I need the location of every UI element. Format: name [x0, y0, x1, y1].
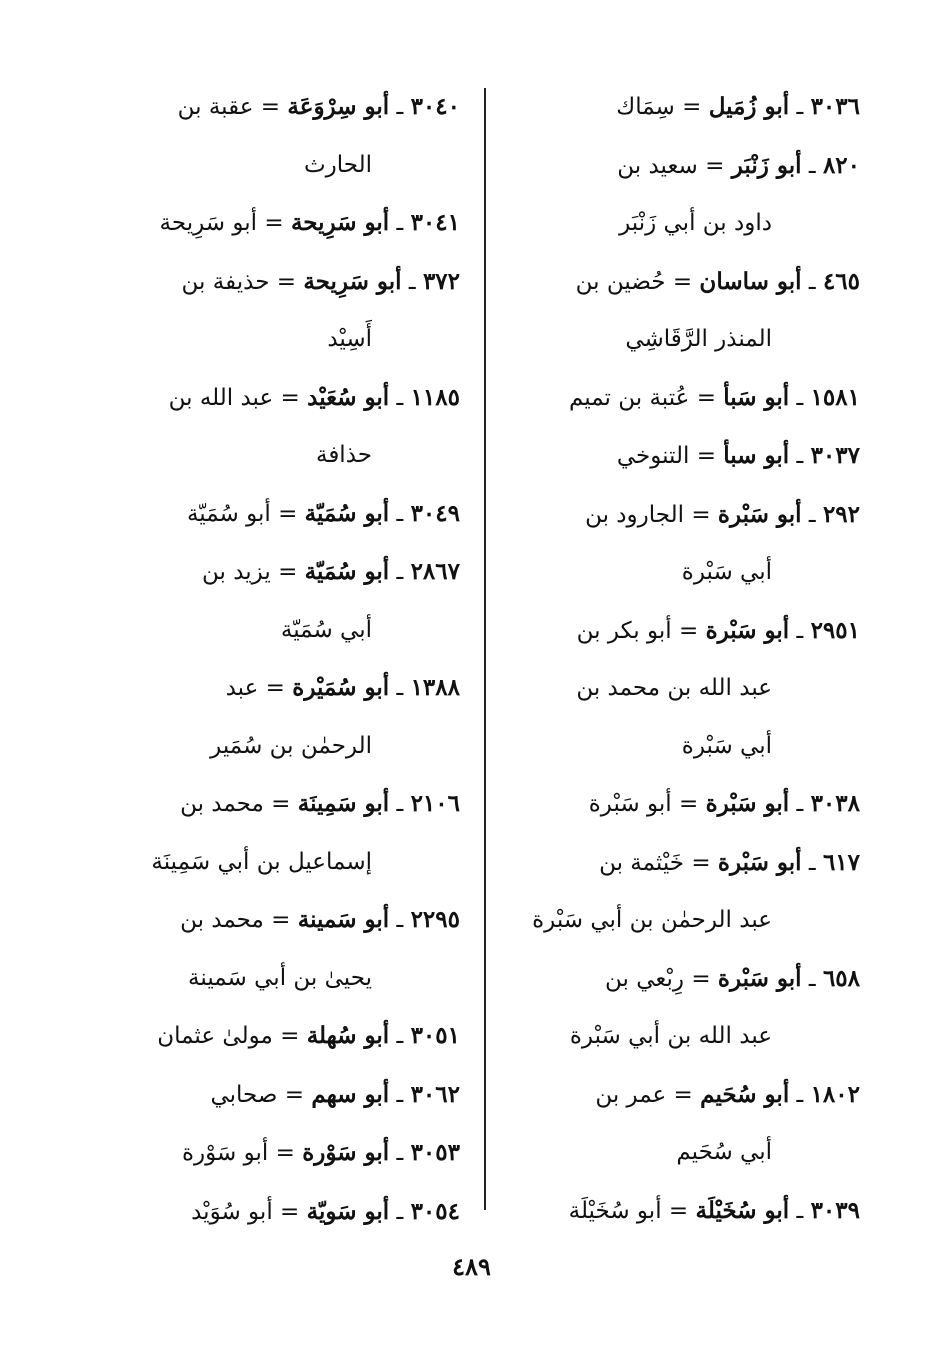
entry-continuation: داود بن أبي زَنْبَر [619, 210, 772, 236]
entry-continuation: عبد الرحمٰن بن أبي سَبْرة [532, 907, 772, 933]
entry-kunya: أبو سُعَيْد [307, 383, 390, 411]
entry-number: ٣٠٤٠ [410, 93, 460, 120]
entry-first-line: ٣٧٢ ـ أبو سَرِيحة = حذيفة بن [181, 267, 460, 295]
entry-number: ٣٠٦٢ [410, 1080, 460, 1108]
entry-continuation: عبد الله بن أبي سَبْرة [569, 1023, 772, 1049]
entry-name: عبد [225, 675, 259, 701]
entry-number: ٢٨٦٧ [410, 558, 460, 585]
index-entry [508, 602, 860, 776]
entry-continuation: حذافة [315, 442, 372, 468]
index-entry [508, 1182, 860, 1241]
index-entry [508, 486, 860, 602]
index-entry [108, 1007, 460, 1066]
entry-first-line: ٣٠٤٩ ـ أبو سُمَيّة = أبو سُمَيّة [186, 499, 460, 527]
entry-number: ١١٨٥ [410, 383, 460, 411]
index-entry [508, 427, 860, 486]
entry-number: ٣٠٥٤ [410, 1197, 460, 1225]
entry-number: ٣٠٣٧ [810, 442, 860, 469]
index-entry [108, 1066, 460, 1125]
entry-first-line: ٢٢٩٥ ـ أبو سَمينة = محمد بن [180, 906, 460, 933]
entry-kunya: أبو زَنْبَر [731, 151, 802, 179]
entry-continuation: يحيىٰ بن أبي سَمينة [188, 964, 372, 991]
index-entry [508, 78, 860, 137]
entry-first-line: ٣٠٤٠ ـ أبو سِرْوَعَة = عقبة بن [177, 93, 460, 120]
entry-first-line: ١١٨٥ ـ أبو سُعَيْد = عبد الله بن [168, 383, 460, 411]
entry-number: ١٥٨١ [810, 383, 860, 411]
entry-number: ٣٠٤٩ [410, 499, 460, 527]
entry-name: حذيفة بن [181, 268, 270, 295]
entry-kunya: أبو سَوْرة [302, 1139, 390, 1166]
entry-number: ٣٠٣٩ [810, 1196, 860, 1224]
entry-number: ٦٥٨ [822, 964, 860, 992]
entry-number: ٣٠٣٨ [810, 790, 860, 817]
entry-name: صحابي [210, 1081, 278, 1108]
index-entry [108, 369, 460, 485]
entry-continuation: الحارث [303, 151, 372, 178]
index-entry [108, 775, 460, 891]
entry-continuation: إسماعيل بن أبي سَمِينَة [151, 848, 372, 875]
entry-continuation: الرحمٰن بن سُمَير [210, 732, 372, 759]
entry-name: أبو سُمَيّة [186, 500, 271, 527]
index-column-left [108, 78, 460, 1241]
index-entry [108, 543, 460, 659]
column-divider [484, 88, 486, 1210]
entry-name: عقبة بن [177, 94, 254, 120]
entry-kunya: أبو سُخَيْلَة [695, 1196, 790, 1224]
entry-first-line: ٤٦٥ ـ أبو ساسان = حُضين بن [575, 267, 860, 295]
entry-kunya: أبو سُحَيم [700, 1080, 790, 1108]
entry-continuation: أبي سَبْرة [681, 559, 772, 585]
entry-kunya: أبو زُمَيل [708, 93, 790, 120]
entry-number: ٢٩٥١ [810, 616, 860, 644]
entry-number: ٣٠٥٣ [410, 1139, 460, 1166]
entry-first-line: ٢١٠٦ ـ أبو سَمِينَة = محمد بن [180, 790, 460, 817]
index-entry [108, 891, 460, 1007]
entry-number: ١٣٨٨ [410, 674, 460, 701]
entry-first-line: ٣٠٦٢ ـ أبو سهم = صحابي [210, 1080, 460, 1108]
entry-number: ٤٦٥ [822, 267, 860, 295]
index-column-right [508, 78, 860, 1240]
entry-kunya: أبو سُمَيّة [304, 499, 390, 527]
entry-first-line: ٣٠٥٤ ـ أبو سَويّة = أبو سُوَيْد [191, 1197, 460, 1225]
entry-number: ٢٩٢ [822, 500, 860, 528]
entry-kunya: أبو سُمَيْرة [292, 674, 390, 701]
entry-kunya: أبو سبأ [723, 442, 790, 469]
entry-kunya: أبو سِرْوَعَة [287, 93, 390, 120]
entry-continuation: المنذر الرَّقَاشِي [625, 326, 772, 352]
entry-kunya: أبو سَويّة [306, 1197, 390, 1225]
entry-name: أبو سُخَيْلَة [568, 1197, 662, 1224]
index-entry [508, 369, 860, 428]
entry-kunya: أبو سَبْرة [705, 790, 790, 817]
index-entry [508, 775, 860, 834]
entry-number: ٣٠٣٦ [810, 93, 860, 120]
entry-first-line: ٦٥٨ ـ أبو سَبْرة = رِبْعي بن [605, 964, 860, 992]
entry-first-line: ٨٢٠ ـ أبو زَنْبَر = سعيد بن [617, 151, 860, 179]
entry-continuation: أبي سُمَيّة [280, 616, 372, 643]
entry-name: خَيْثمة بن [599, 849, 685, 876]
entry-continuation: أبي سُحَيم [676, 1139, 772, 1165]
entry-first-line: ٣٠٣٨ ـ أبو سَبْرة = أبو سَبْرة [588, 790, 860, 817]
entry-kunya: أبو سَرِيحة [303, 267, 402, 295]
entry-continuation: عبد الله بن محمد بن [576, 675, 772, 701]
entry-first-line: ١٨٠٢ ـ أبو سُحَيم = عمر بن [595, 1080, 860, 1108]
entry-first-line: ٢٩٥١ ـ أبو سَبْرة = أبو بكر بن [576, 616, 860, 644]
index-entry [508, 834, 860, 950]
entry-kunya: أبو سَبْرة [717, 500, 802, 528]
entry-name: سِمَاك [616, 94, 675, 120]
index-entry [108, 253, 460, 369]
entry-first-line: ٣٠٣٩ ـ أبو سُخَيْلَة = أبو سُخَيْلَة [568, 1196, 860, 1224]
entry-first-line: ٢٩٢ ـ أبو سَبْرة = الجارود بن [585, 500, 860, 528]
entry-number: ٣٠٤١ [410, 209, 460, 236]
index-entry [108, 1183, 460, 1242]
entry-name: رِبْعي بن [605, 965, 685, 992]
entry-kunya: أبو سَبْرة [717, 964, 802, 992]
index-entry [108, 78, 460, 194]
entry-name: عُتبة بن تميم [568, 384, 690, 411]
index-entry [108, 1124, 460, 1183]
entry-name: حُضين بن [575, 268, 666, 295]
entry-name: أبو سَوْرة [182, 1140, 269, 1166]
entry-number: ٢٢٩٥ [410, 906, 460, 933]
entry-kunya: أبو سُهلة [306, 1022, 390, 1049]
entry-kunya: أبو سَمِينَة [297, 790, 390, 817]
entry-kunya: أبو سَبْرة [717, 848, 802, 876]
index-entry [108, 485, 460, 544]
entry-name: محمد بن [180, 791, 264, 817]
entry-first-line: ٣٠٣٧ ـ أبو سبأ = التنوخي [616, 442, 860, 469]
index-entry [508, 137, 860, 253]
entry-number: ٨٢٠ [822, 151, 860, 179]
entry-name: يزيد بن [201, 559, 271, 585]
entry-first-line: ١٣٨٨ ـ أبو سُمَيْرة = عبد [225, 674, 460, 701]
entry-name: أبو بكر بن [576, 617, 672, 644]
entry-name: عمر بن [595, 1081, 667, 1108]
entry-name: عبد الله بن [168, 384, 274, 411]
entry-first-line: ٣٠٤١ ـ أبو سَرِيحة = أبو سَرِيحة [159, 209, 460, 236]
entry-number: ٦١٧ [822, 848, 860, 876]
entry-name: أبو سَبْرة [588, 791, 672, 817]
entry-kunya: أبو سهم [311, 1080, 390, 1108]
index-entry [108, 194, 460, 253]
entry-name: الجارود بن [585, 501, 685, 528]
entry-kunya: أبو سَبْرة [705, 616, 790, 644]
entry-kunya: أبو سُمَيّة [304, 558, 390, 585]
entry-number: ٣٠٥١ [410, 1022, 460, 1049]
entry-number: ١٨٠٢ [810, 1080, 860, 1108]
index-entry [508, 1066, 860, 1182]
index-entry [108, 659, 460, 775]
entry-kunya: أبو سَبأ [723, 383, 790, 411]
entry-continuation: أَسِيْد [327, 326, 372, 352]
index-entry [508, 950, 860, 1066]
entry-name: مولىٰ عثمان [157, 1023, 273, 1049]
entry-name: محمد بن [180, 907, 264, 933]
entry-name: سعيد بن [617, 152, 698, 179]
entry-first-line: ٢٨٦٧ ـ أبو سُمَيّة = يزيد بن [201, 558, 460, 585]
entry-kunya: أبو سَرِيحة [290, 209, 390, 236]
page-number: ٤٨٩ [452, 1252, 491, 1281]
entry-name: أبو سَرِيحة [159, 210, 258, 236]
entry-first-line: ٣٠٥٣ ـ أبو سَوْرة = أبو سَوْرة [182, 1139, 460, 1166]
index-entry [508, 253, 860, 369]
entry-number: ٣٧٢ [422, 267, 460, 295]
entry-name: التنوخي [616, 443, 690, 469]
entry-kunya: أبو سَمينة [297, 906, 390, 933]
entry-continuation: أبي سَبْرة [681, 732, 772, 759]
entry-name: أبو سُوَيْد [191, 1198, 273, 1225]
entry-first-line: ١٥٨١ ـ أبو سَبأ = عُتبة بن تميم [568, 383, 860, 411]
entry-number: ٢١٠٦ [410, 790, 460, 817]
entry-first-line: ٣٠٥١ ـ أبو سُهلة = مولىٰ عثمان [157, 1022, 460, 1049]
entry-kunya: أبو ساسان [699, 267, 802, 295]
entry-first-line: ٣٠٣٦ ـ أبو زُمَيل = سِمَاك [616, 93, 860, 120]
entry-first-line: ٦١٧ ـ أبو سَبْرة = خَيْثمة بن [599, 848, 860, 876]
